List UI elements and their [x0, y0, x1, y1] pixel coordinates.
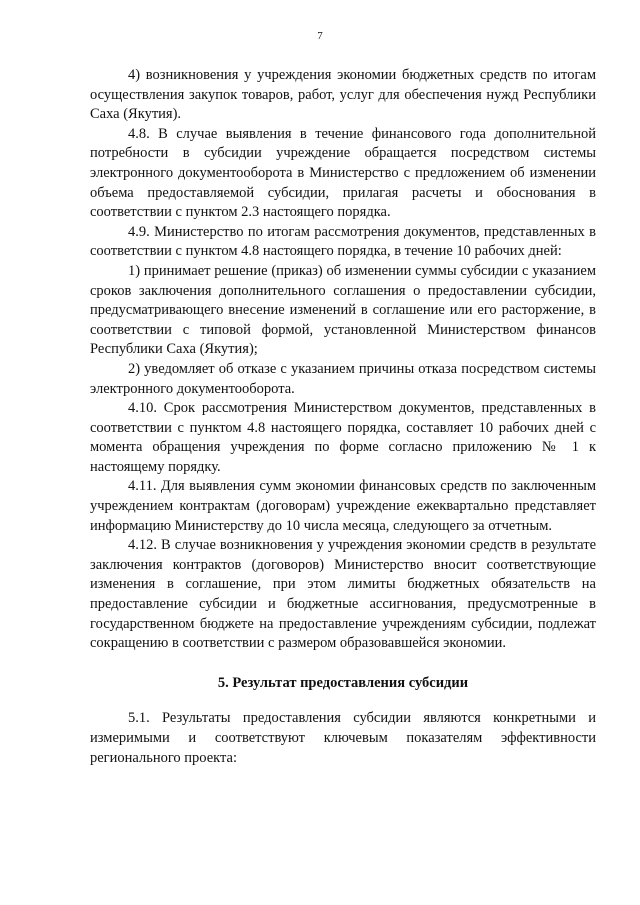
- paragraph-4-10: 4.10. Срок рассмотрения Министерством документов, представленных в соответствии с пунктом 4.8 настоящего порядка, составляет 10 рабочих дней с момента обращения учреждения по форме согласно приложению № 1 к настоящему порядку.: [90, 400, 596, 475]
- page-number: 7: [317, 30, 323, 42]
- section-heading: 5. Результат предоставления субсидии: [217, 674, 469, 691]
- document-body: [90, 66, 596, 768]
- paragraph-4-9: 4.9. Министерство по итогам рассмотрения документов, представленных в соответствии с пунктом 4.8 настоящего порядка, в течение 10 рабочих дней:: [90, 223, 596, 260]
- paragraph-4-8: 4.8. В случае выявления в течение финансового года дополнительной потребности в субсидии учреждение обращается посредством системы электронного документооборота в Министерство с предложением об изменении объема предоставляемой субсидии, прилагая расчеты и обоснования в соответствии с пунктом 2.3 настоящего порядка.: [90, 125, 596, 221]
- paragraph-4-7-item-4: 4) возникновения у учреждения экономии бюджетных средств по итогам осуществления закупок товаров, работ, услуг для обеспечения нужд Республики Саха (Якутия).: [90, 67, 596, 123]
- paragraph-4-9-item-2: 2) уведомляет об отказе с указанием причины отказа посредством системы электронного документооборота.: [90, 360, 596, 397]
- paragraph-5-1: 5.1. Результаты предоставления субсидии являются конкретными и измеримыми и соответствуют ключевым показателям эффективности регионального проекта:: [90, 710, 596, 766]
- paragraph-4-12: 4.12. В случае возникновения у учреждения экономии средств в результате заключения контрактов (договоров) Министерство вносит соответствующие изменения в соглашение, при этом лимиты бюджетных обязательств на предоставление субсидии и бюджетные ассигнования, предусмотренные в государственном бюджете на предоставление учреждениям субсидии, подлежат сокращению в соответствии с размером образовавшейся экономии.: [90, 537, 596, 652]
- paragraph-4-9-item-1: 1) принимает решение (приказ) об изменении суммы субсидии с указанием сроков заключения дополнительного соглашения о предоставлении субсидии, предусматривающего внесение изменений в соглашение или его расторжение, в соответствии с типовой формой, установленной Министерством финансов Республики Саха (Якутия);: [90, 262, 596, 358]
- paragraph-4-11: 4.11. Для выявления сумм экономии финансовых средств по заключенным учреждением контрактам (договорам) учреждение ежеквартально представляет информацию Министерству до 10 числа месяца, следующего за отчетным.: [90, 478, 596, 534]
